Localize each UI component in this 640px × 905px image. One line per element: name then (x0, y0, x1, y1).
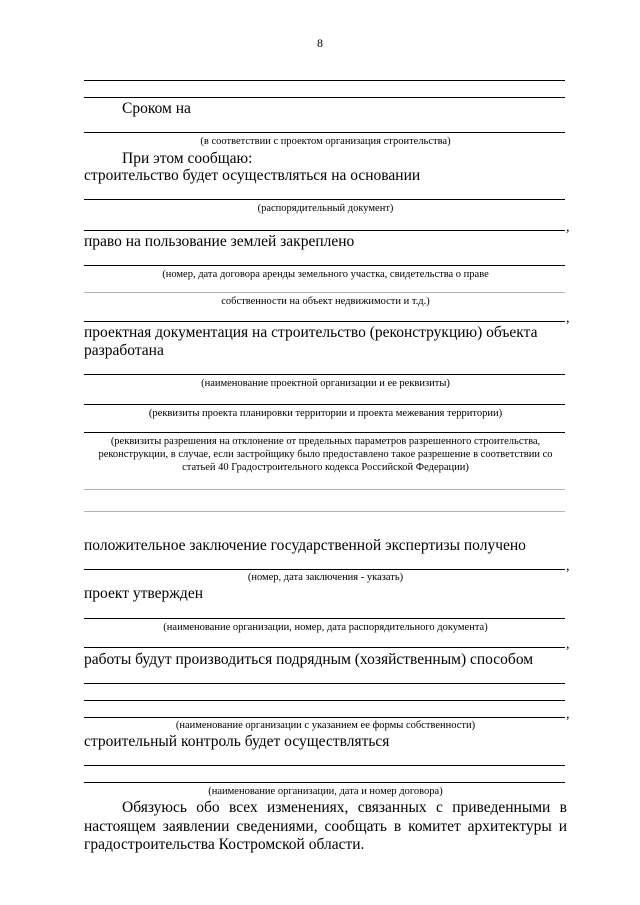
control-line[interactable] (84, 782, 565, 783)
control-line[interactable] (84, 765, 565, 766)
approved-caption: (наименование организации, номер, дата распорядительного документа) (163, 622, 488, 633)
contractor-line[interactable] (84, 683, 565, 684)
order-doc-line[interactable] (84, 199, 565, 200)
design-docs-text-1: проектная документация на строительство (реконструкцию) объекта (84, 324, 538, 341)
design-docs-text-2: разработана (84, 342, 164, 359)
term-line[interactable] (84, 132, 565, 133)
planning-line[interactable] (84, 404, 565, 405)
deviation-line[interactable] (84, 432, 565, 433)
construction-basis-text: строительство будет осуществляться на основании (84, 167, 421, 184)
approved-text: проект утвержден (84, 585, 203, 602)
blank-line[interactable] (84, 80, 565, 81)
land-right-text: право на пользование землей закреплено (84, 233, 355, 250)
comma: , (566, 220, 570, 235)
comma: , (566, 637, 570, 652)
page-number: 8 (317, 36, 323, 50)
term-label: Сроком на (122, 100, 191, 117)
deviation-caption: (реквизиты разрешения на отклонение от предельных параметров разрешенного строительства, реконструкции, в случае, если застройщику было предоставлено такое разрешение в соответствии со статьей 40 Градостроительного кодекса Российской Федерации) (98, 436, 553, 473)
land-line[interactable] (84, 265, 565, 266)
comma: , (566, 707, 570, 722)
works-method-text: работы будут производиться подрядным (хозяйственным) способом (84, 651, 534, 668)
contractor-line[interactable] (84, 700, 565, 701)
expertise-text: положительное заключение государственной экспертизы получено (84, 537, 526, 554)
contractor-caption: (наименование организации с указанием ее формы собственности) (175, 720, 476, 731)
term-caption: (в соответствии с проектом организация строительства) (200, 136, 451, 147)
design-org-caption: (наименование проектной организации и ее реквизиты) (201, 378, 450, 389)
control-text: строительный контроль будет осуществляться (84, 733, 390, 750)
land-caption-2: собственности на объект недвижимости и т.д.) (221, 296, 430, 307)
inform-text: При этом сообщаю: (122, 150, 253, 167)
blank-line[interactable] (84, 97, 565, 98)
blank-line[interactable] (84, 230, 565, 231)
design-org-line[interactable] (84, 374, 565, 375)
order-doc-caption: (распорядительный документ) (257, 203, 394, 214)
expertise-line[interactable] (84, 569, 565, 570)
blank-line[interactable] (84, 647, 565, 648)
land-line-faint[interactable] (84, 292, 565, 293)
blank-line[interactable] (84, 321, 565, 322)
contractor-line[interactable] (84, 717, 565, 718)
obligation-paragraph: Обязуюсь обо всех изменениях, связанных с приведенными в настоящем заявлении сведениями, сообщать в комитет архитектуры и градостроительства Костромской области. (84, 799, 567, 853)
planning-caption: (реквизиты проекта планировки территории и проекта межевания территории) (148, 408, 503, 419)
approved-line[interactable] (84, 618, 565, 619)
comma: , (566, 559, 570, 574)
control-caption: (наименование организации, дата и номер договора) (208, 786, 443, 797)
blank-line-faint[interactable] (84, 511, 565, 512)
expertise-caption: (номер, дата заключения - указать) (247, 572, 404, 583)
land-caption-1: (номер, дата договора аренды земельного участка, свидетельства о праве (162, 269, 489, 280)
comma: , (566, 311, 570, 326)
blank-line-faint[interactable] (84, 489, 565, 490)
